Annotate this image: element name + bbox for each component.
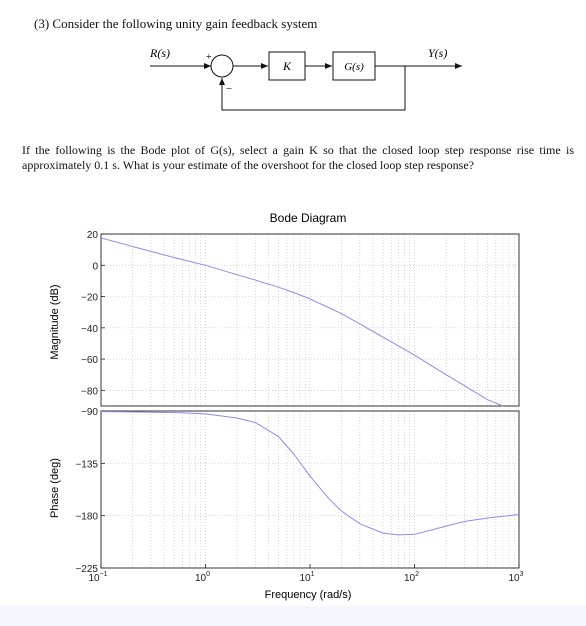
x-tick-label: $10^3$ xyxy=(508,571,524,584)
magnitude-y-tick-label: 0 xyxy=(92,261,98,273)
x-tick-label: $10^0$ xyxy=(194,571,211,584)
x-axis-label: Frequency (rad/s) xyxy=(264,589,352,601)
magnitude-y-tick-label: 20 xyxy=(86,230,98,241)
magnitude-axis-label: Magnitude (dB) xyxy=(49,284,61,360)
magnitude-panel xyxy=(81,230,519,406)
phase-y-tick-label: −180 xyxy=(75,511,98,523)
question-text: If the following is the Bode plot of G(s), select a gain K so that the closed loop step response rise time is approximately 0.1 s. What is your estimate of the overshoot for the closed loop step response? xyxy=(22,143,574,172)
problem-title: (3) Consider the following unity gain feedback system xyxy=(34,16,318,31)
page-bottom-strip xyxy=(0,606,586,626)
phase-y-tick-label: −225 xyxy=(75,564,98,575)
frequency-axis xyxy=(88,564,523,584)
output-label: Y(s) xyxy=(428,46,448,60)
magnitude-y-tick-label: −60 xyxy=(81,355,98,367)
magnitude-frame xyxy=(101,234,519,406)
x-tick-label: $10^1$ xyxy=(299,571,315,584)
phase-axis-label: Phase (deg) xyxy=(49,458,61,518)
gain-label: K xyxy=(282,59,292,73)
minus-sign: − xyxy=(226,83,233,95)
phase-panel xyxy=(75,407,519,575)
input-label: R(s) xyxy=(150,46,170,60)
plant-label: G(s) xyxy=(344,61,364,73)
magnitude-series-line xyxy=(101,238,503,406)
chart-title: Bode Diagram xyxy=(269,211,347,225)
phase-y-tick-label: −90 xyxy=(81,407,98,418)
x-tick-label: $10^2$ xyxy=(403,571,420,584)
magnitude-y-tick-label: −40 xyxy=(81,323,98,335)
plus-sign: + xyxy=(206,52,212,63)
x-tick-label: $10^{-1}$ xyxy=(88,571,108,584)
phase-y-tick-label: −135 xyxy=(75,459,98,471)
magnitude-y-tick-label: −20 xyxy=(81,292,98,304)
magnitude-y-tick-label: −80 xyxy=(81,386,98,398)
